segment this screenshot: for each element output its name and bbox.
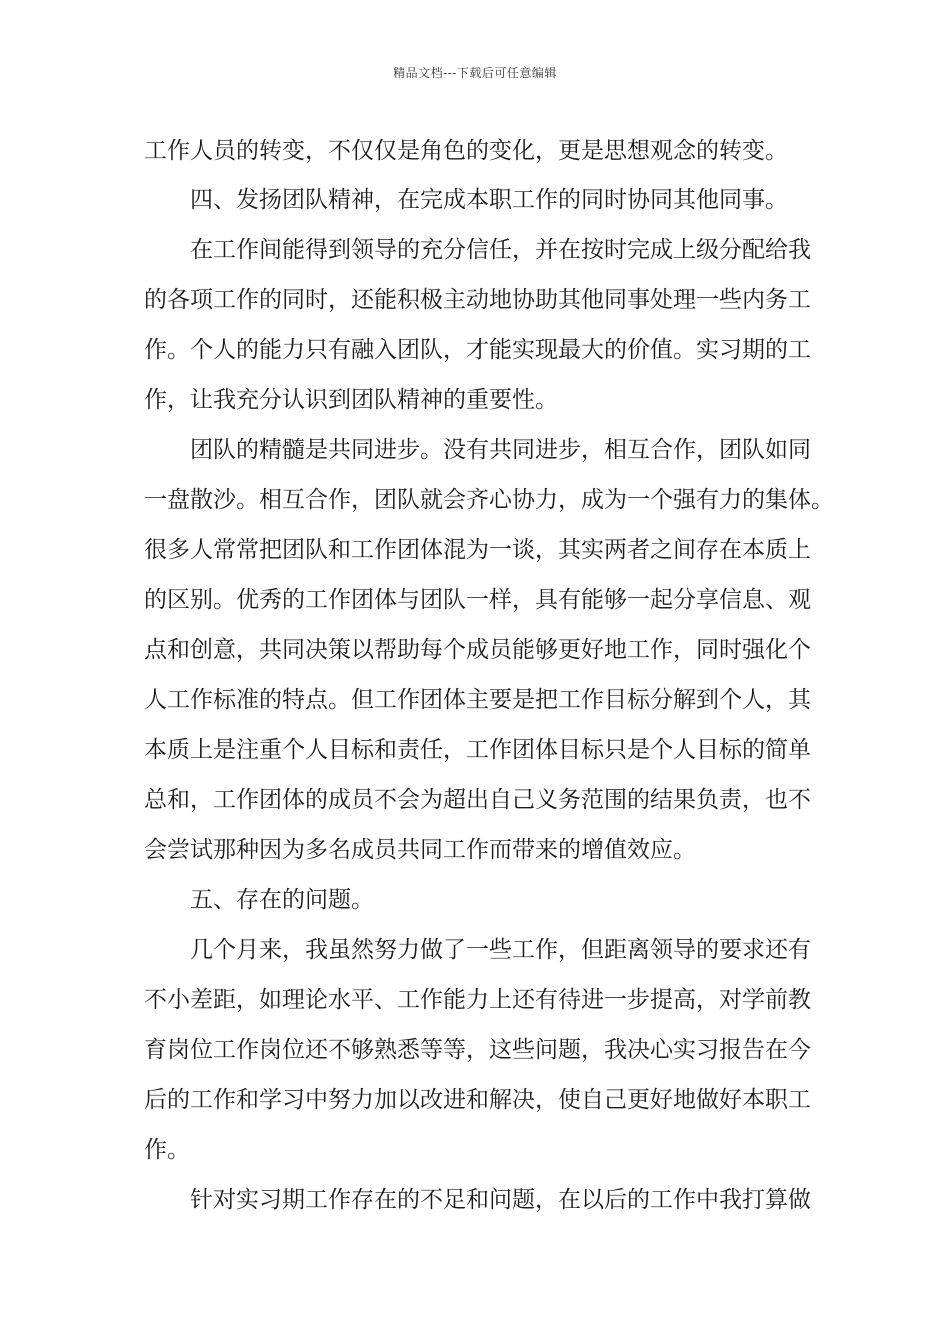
paragraph-line: 的区别。优秀的工作团体与团队一样，具有能够一起分享信息、观 — [144, 587, 811, 613]
paragraph-line: 团队的精髓是共同进步。没有共同进步，相互合作，团队如同 — [190, 437, 811, 463]
paragraph-line: 作。 — [144, 1137, 190, 1163]
paragraph-line: 后的工作和学习中努力加以改进和解决，使自己更好地做好本职工 — [144, 1087, 811, 1113]
section-heading: 四、发扬团队精神，在完成本职工作的同时协同其他同事。 — [190, 187, 788, 213]
paragraph-line: 针对实习期工作存在的不足和问题，在以后的工作中我打算做 — [190, 1187, 811, 1213]
paragraph-line: 作。个人的能力只有融入团队，才能实现最大的价值。实习期的工 — [144, 337, 811, 363]
paragraph-line: 本质上是注重个人目标和责任，工作团体目标只是个人目标的简单 — [144, 737, 811, 763]
paragraph-line: 工作人员的转变，不仅仅是角色的变化，更是思想观念的转变。 — [144, 138, 788, 164]
paragraph-line: 会尝试那种因为多名成员共同工作而带来的增值效应。 — [144, 837, 696, 863]
paragraph-line: 育岗位工作岗位还不够熟悉等等，这些问题，我决心实习报告在今 — [144, 1037, 811, 1063]
paragraph-line: 点和创意，共同决策以帮助每个成员能够更好地工作，同时强化个 — [144, 637, 811, 663]
paragraph-line: 总和，工作团体的成员不会为超出自己义务范围的结果负责，也不 — [144, 787, 811, 813]
paragraph-line: 的各项工作的同时，还能积极主动地协助其他同事处理一些内务工 — [144, 287, 811, 313]
paragraph-line: 作，让我充分认识到团队精神的重要性。 — [144, 387, 558, 413]
paragraph-line: 几个月来，我虽然努力做了一些工作，但距离领导的要求还有 — [190, 937, 811, 963]
section-heading: 五、存在的问题。 — [190, 887, 374, 913]
page-header: 精品文档---下载后可任意编辑 — [393, 66, 557, 80]
paragraph-line: 人工作标准的特点。但工作团体主要是把工作目标分解到个人，其 — [144, 687, 811, 713]
paragraph-line: 一盘散沙。相互合作，团队就会齐心协力，成为一个强有力的集体。 — [144, 487, 834, 513]
paragraph-line: 在工作间能得到领导的充分信任，并在按时完成上级分配给我 — [190, 237, 811, 263]
paragraph-line: 很多人常常把团队和工作团体混为一谈，其实两者之间存在本质上 — [144, 537, 811, 563]
paragraph-line: 不小差距，如理论水平、工作能力上还有待进一步提高，对学前教 — [144, 987, 811, 1013]
